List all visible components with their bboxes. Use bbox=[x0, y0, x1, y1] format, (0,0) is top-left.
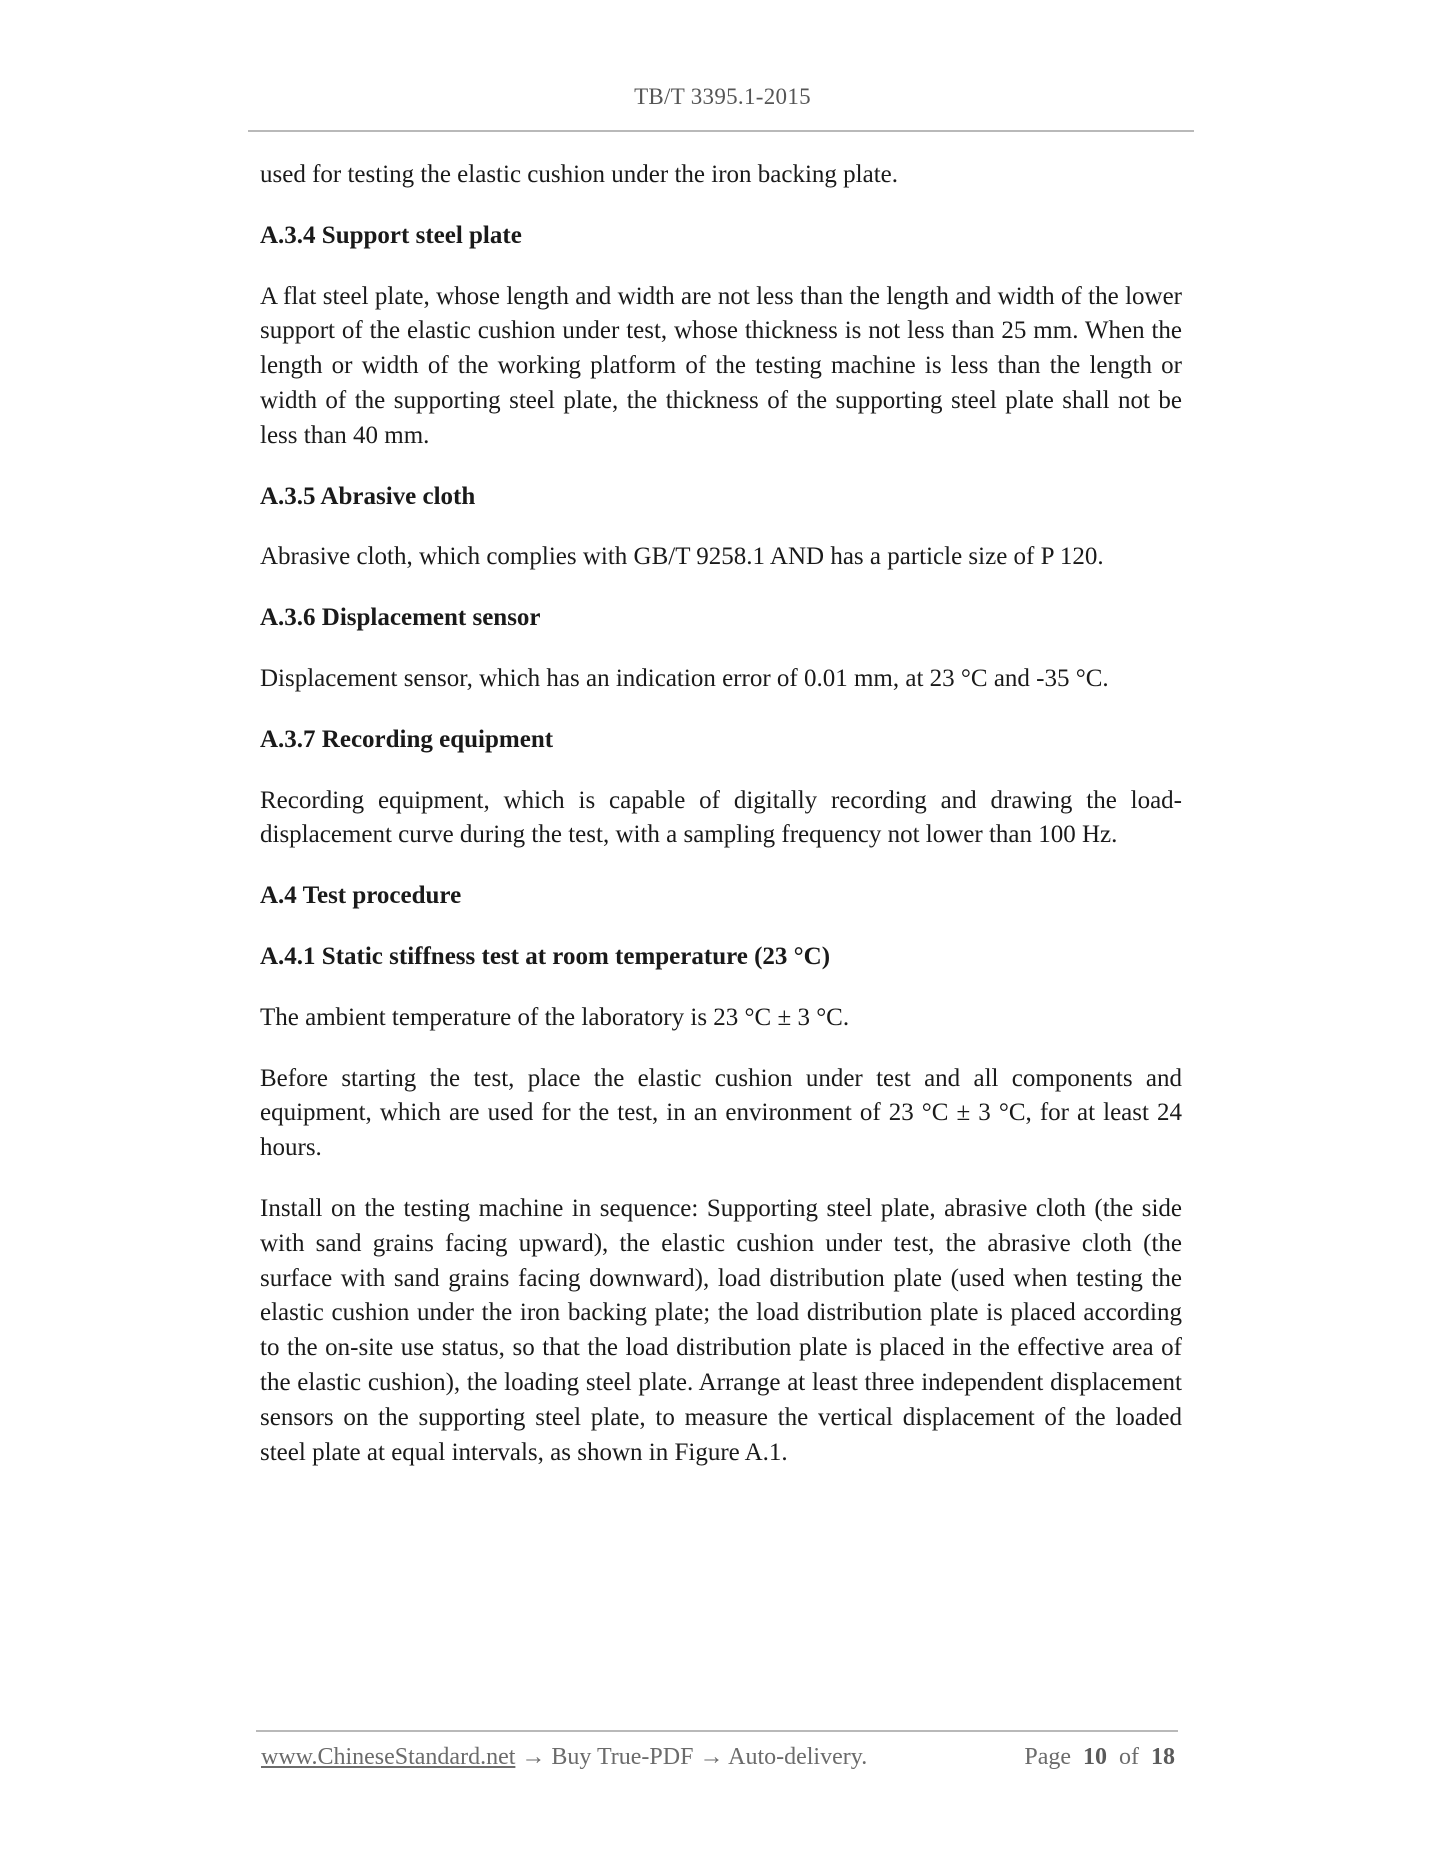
page-content bbox=[260, 158, 1182, 1496]
website-link[interactable]: www.ChineseStandard.net bbox=[261, 1744, 516, 1770]
paragraph-intro: used for testing the elastic cushion under the iron backing plate. bbox=[260, 161, 899, 188]
footer-left bbox=[261, 1744, 867, 1771]
section-heading-a34: A.3.4 Support steel plate bbox=[260, 221, 522, 249]
paragraph-a36: Displacement sensor, which has an indication error of 0.01 mm, at 23 °C and -35 °C. bbox=[260, 664, 1109, 692]
paragraph-a34: A flat steel plate, whose length and width are not less than the length and width of the lower support of the elastic cushion under test, whose thickness is not less than 25 mm. When the length or width of the working platform of the testing machine is less than the length or width of the supporting steel plate, the thickness of the supporting steel plate shall not be less than 40 mm. bbox=[260, 282, 1182, 449]
paragraph-a41-ambient: The ambient temperature of the laboratory is 23 °C ± 3 °C. bbox=[260, 1003, 850, 1031]
footer-divider bbox=[256, 1730, 1178, 1732]
section-heading-a41: A.4.1 Static stiffness test at room temperature (23 °C) bbox=[260, 942, 831, 970]
total-pages-number: 18 bbox=[1151, 1744, 1175, 1770]
section-heading-a36: A.3.6 Displacement sensor bbox=[260, 604, 541, 632]
footer-tagline: → Buy True-PDF → Auto-delivery. bbox=[515, 1744, 868, 1770]
section-heading-a4: A.4 Test procedure bbox=[260, 882, 462, 910]
paragraph-a41-conditioning: Before starting the test, place the elastic cushion under test and all components and equipment, which are used for the test, in an environment of 23 °C ± 3 °C, for at least 24 hours. bbox=[260, 1064, 1182, 1162]
current-page-number: 10 bbox=[1083, 1744, 1107, 1770]
page-indicator bbox=[1024, 1744, 1175, 1771]
section-heading-a35: A.3.5 Abrasive cloth bbox=[260, 482, 476, 510]
document-header-title: TB/T 3395.1-2015 bbox=[634, 84, 811, 109]
page-label: Page bbox=[1024, 1744, 1071, 1770]
paragraph-a35: Abrasive cloth, which complies with GB/T 9258.1 AND has a particle size of P 120. bbox=[260, 543, 1104, 571]
paragraph-a41-installation: Install on the testing machine in sequence: Supporting steel plate, abrasive cloth (the side with sand grains facing upward), the elastic cushion under test, the abrasive cloth (the surface with sand grains facing downward), load distribution plate (used when testing the elastic cushion under the iron backing plate; the load distribution plate is placed according to the on-site use status, so that the load distribution plate is placed in the effective area of the elastic cushion), the loading steel plate. Arrange at least three independent displacement sensors on the supporting steel plate, to measure the vertical displacement of the loaded steel plate at equal intervals, as shown in Figure A.1. bbox=[260, 1194, 1182, 1466]
of-label: of bbox=[1119, 1744, 1139, 1770]
paragraph-a37: Recording equipment, which is capable of digitally recording and drawing the load-displacement curve during the test, with a sampling frequency not lower than 100 Hz. bbox=[260, 786, 1182, 849]
header-divider bbox=[248, 130, 1194, 132]
section-heading-a37: A.3.7 Recording equipment bbox=[260, 725, 554, 753]
